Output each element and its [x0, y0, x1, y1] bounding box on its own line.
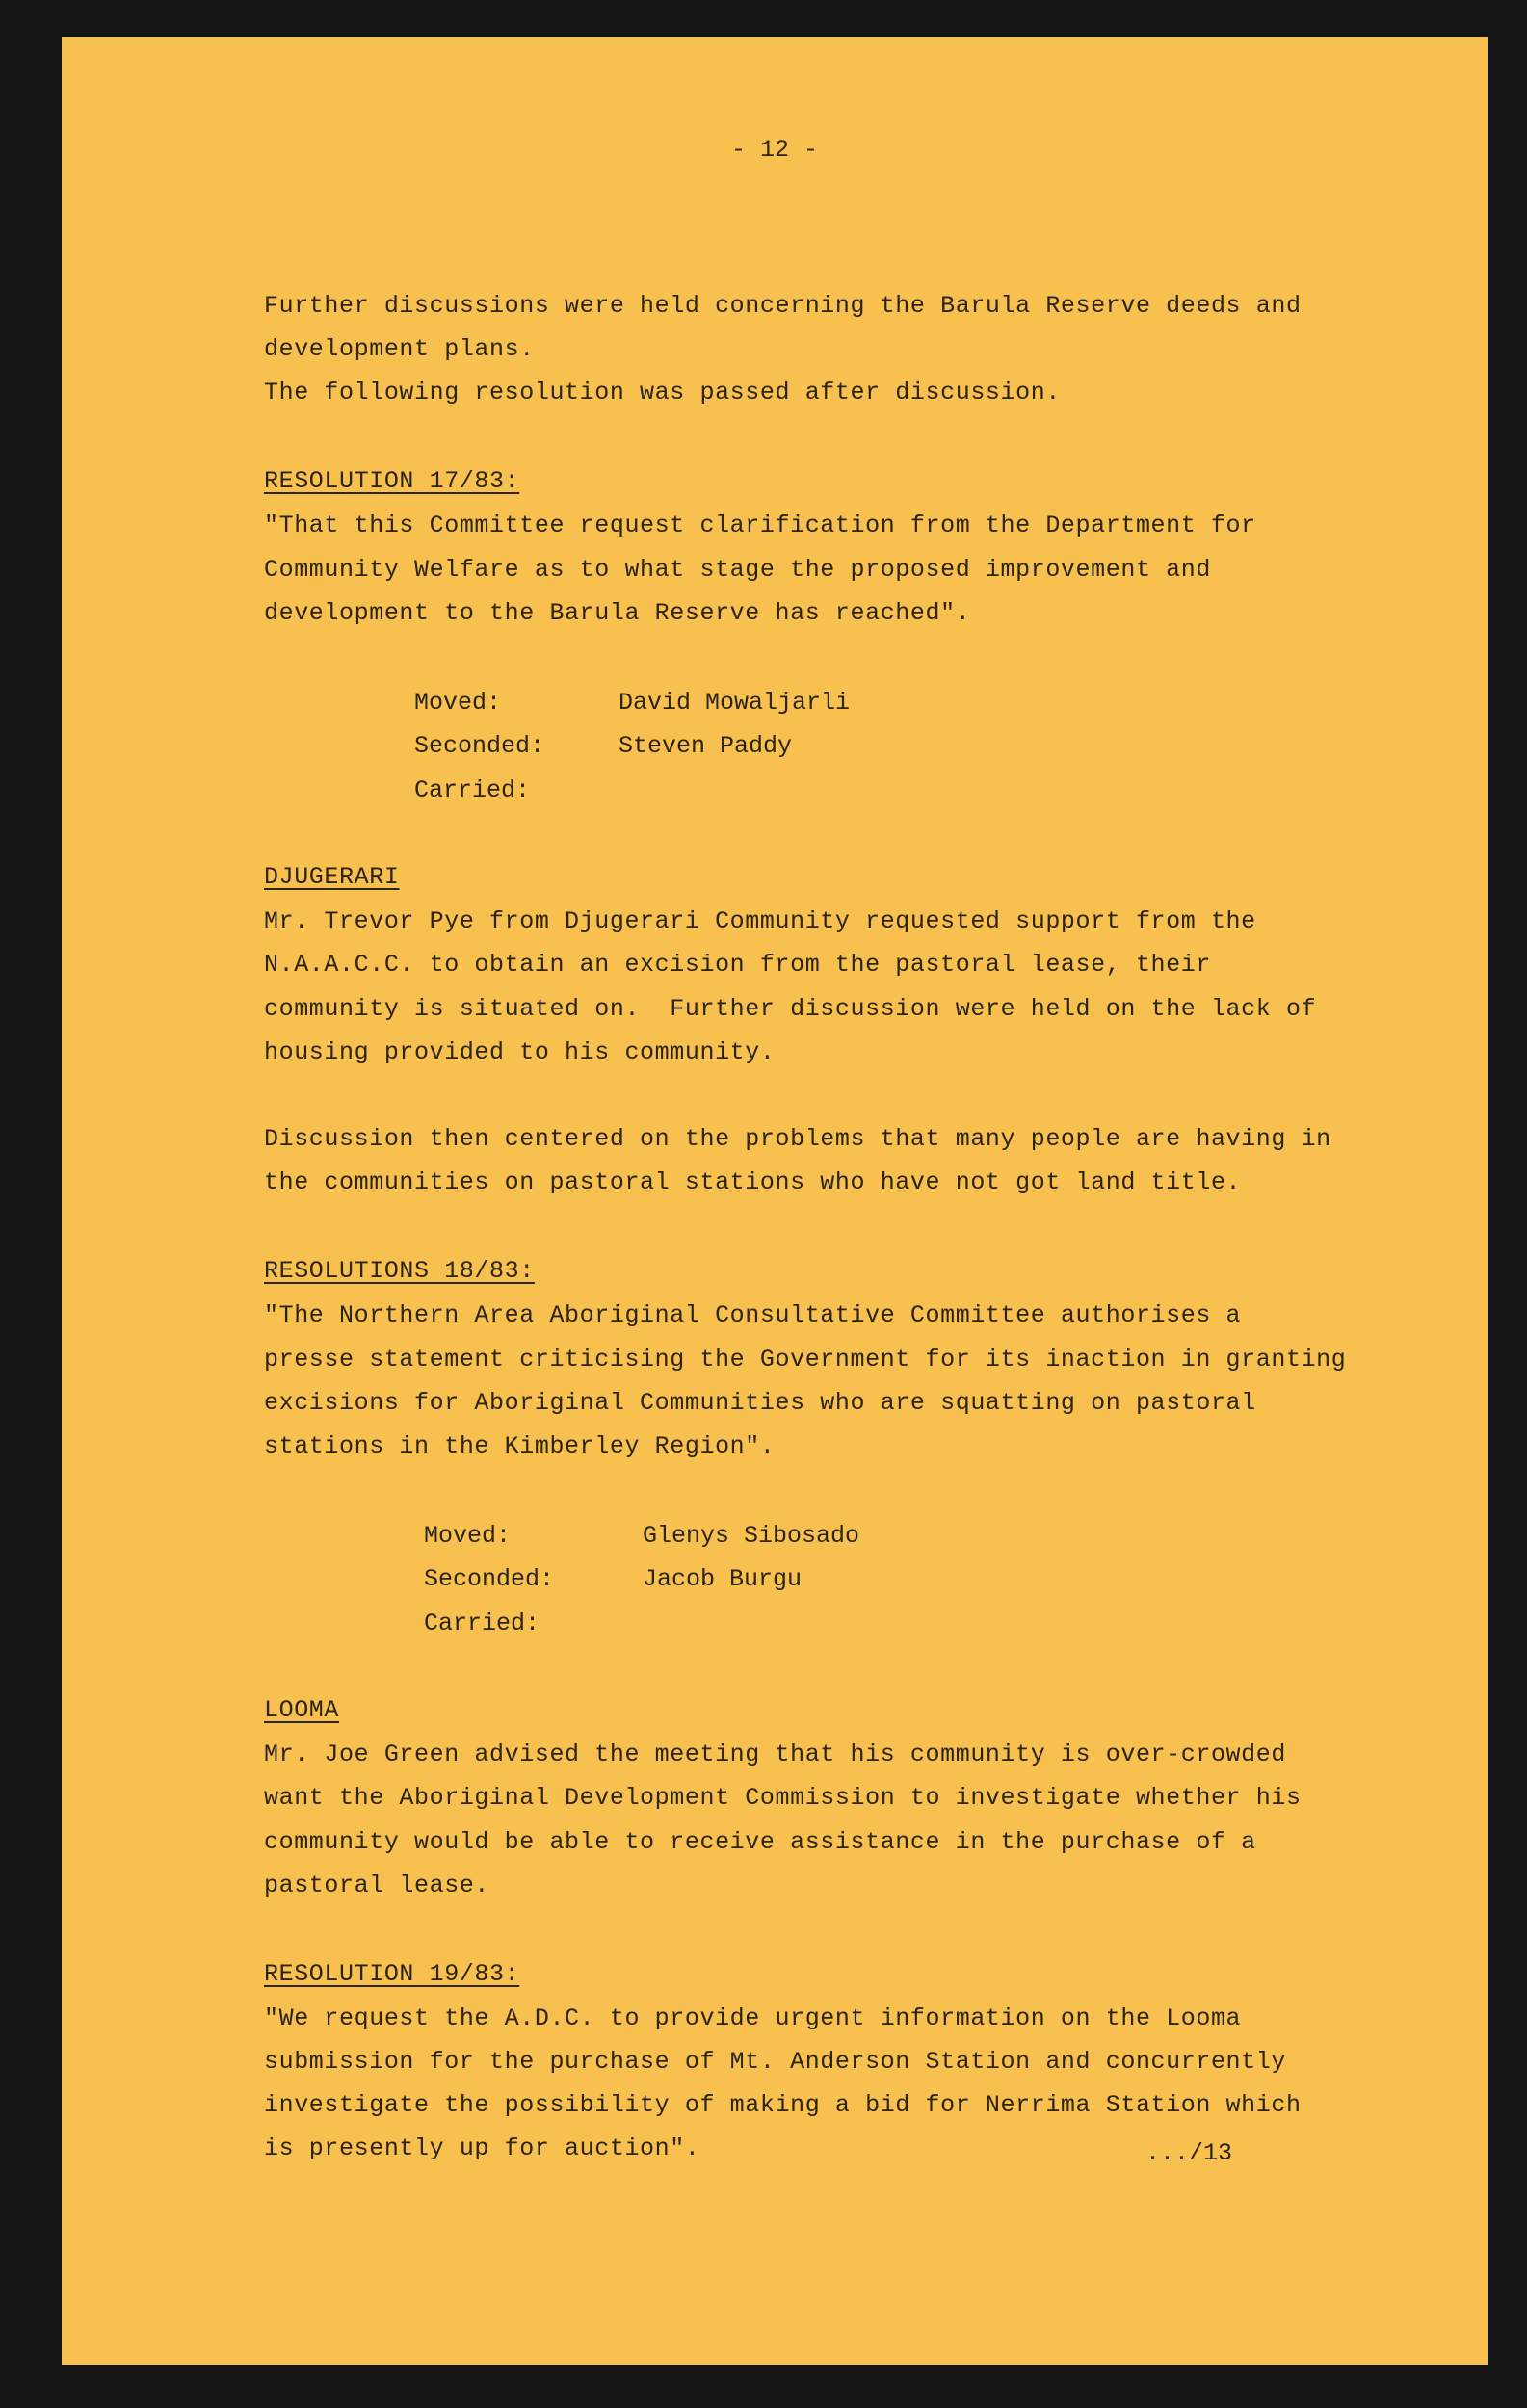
resolution-17-heading: RESOLUTION 17/83:	[264, 467, 520, 495]
resolution-18-moved-label: Moved:	[424, 1522, 512, 1550]
resolution-19-line-1: "We request the A.D.C. to provide urgent information on the Looma	[264, 2004, 1242, 2032]
discussion-line-2: the communities on pastoral stations who have not got land title.	[264, 1168, 1242, 1196]
resolution-17-seconded-value: Steven Paddy	[619, 732, 793, 760]
resolution-18-moved-value: Glenys Sibosado	[643, 1522, 860, 1550]
resolution-18-heading: RESOLUTIONS 18/83:	[264, 1257, 535, 1285]
resolution-18-line-2: presse statement criticising the Government for its inaction in granting	[264, 1346, 1347, 1374]
looma-line-1: Mr. Joe Green advised the meeting that his community is over-crowded	[264, 1741, 1286, 1768]
resolution-17-line-1: "That this Committee request clarification from the Department for	[264, 511, 1256, 539]
resolution-18-seconded-label: Seconded:	[424, 1565, 555, 1593]
djugerari-heading: DJUGERARI	[264, 863, 400, 891]
resolution-18-seconded-value: Jacob Burgu	[643, 1565, 803, 1593]
resolution-19-heading: RESOLUTION 19/83:	[264, 1960, 520, 1988]
resolution-17-moved-value: David Mowaljarli	[619, 689, 851, 717]
djugerari-line-1: Mr. Trevor Pye from Djugerari Community requested support from the	[264, 907, 1256, 935]
intro-line-3: The following resolution was passed after discussion.	[264, 379, 1061, 406]
resolution-18-line-3: excisions for Aboriginal Communities who are squatting on pastoral	[264, 1389, 1256, 1417]
discussion-line-1: Discussion then centered on the problems that many people are having in	[264, 1125, 1331, 1153]
page-number: - 12 -	[730, 136, 818, 164]
resolution-18-line-4: stations in the Kimberley Region".	[264, 1432, 776, 1460]
looma-line-2: want the Aboriginal Development Commission to investigate whether his	[264, 1784, 1302, 1812]
intro-line-1: Further discussions were held concerning the Barula Reserve deeds and	[264, 292, 1302, 320]
resolution-18-line-1: "The Northern Area Aboriginal Consultative Committee authorises a	[264, 1301, 1242, 1329]
djugerari-line-2: N.A.A.C.C. to obtain an excision from the pastoral lease, their	[264, 951, 1211, 979]
resolution-17-moved-label: Moved:	[414, 689, 502, 717]
djugerari-line-3: community is situated on. Further discussion were held on the lack of	[264, 995, 1317, 1023]
resolution-19-line-4: is presently up for auction".	[264, 2134, 700, 2162]
resolution-17-line-3: development to the Barula Reserve has reached".	[264, 599, 971, 627]
intro-line-2: development plans.	[264, 335, 535, 363]
looma-heading: LOOMA	[264, 1696, 340, 1724]
resolution-17-seconded-label: Seconded:	[414, 732, 545, 760]
document-page	[62, 37, 1488, 2365]
resolution-18-carried-label: Carried:	[424, 1610, 540, 1637]
continuation-marker: .../13	[1145, 2139, 1232, 2167]
djugerari-line-4: housing provided to his community.	[264, 1038, 776, 1066]
resolution-19-line-2: submission for the purchase of Mt. Anderson Station and concurrently	[264, 2048, 1286, 2076]
resolution-17-carried-label: Carried:	[414, 776, 531, 804]
resolution-19-line-3: investigate the possibility of making a bid for Nerrima Station which	[264, 2091, 1302, 2119]
looma-line-3: community would be able to receive assistance in the purchase of a	[264, 1828, 1256, 1856]
resolution-17-line-2: Community Welfare as to what stage the proposed improvement and	[264, 556, 1211, 584]
looma-line-4: pastoral lease.	[264, 1871, 490, 1899]
